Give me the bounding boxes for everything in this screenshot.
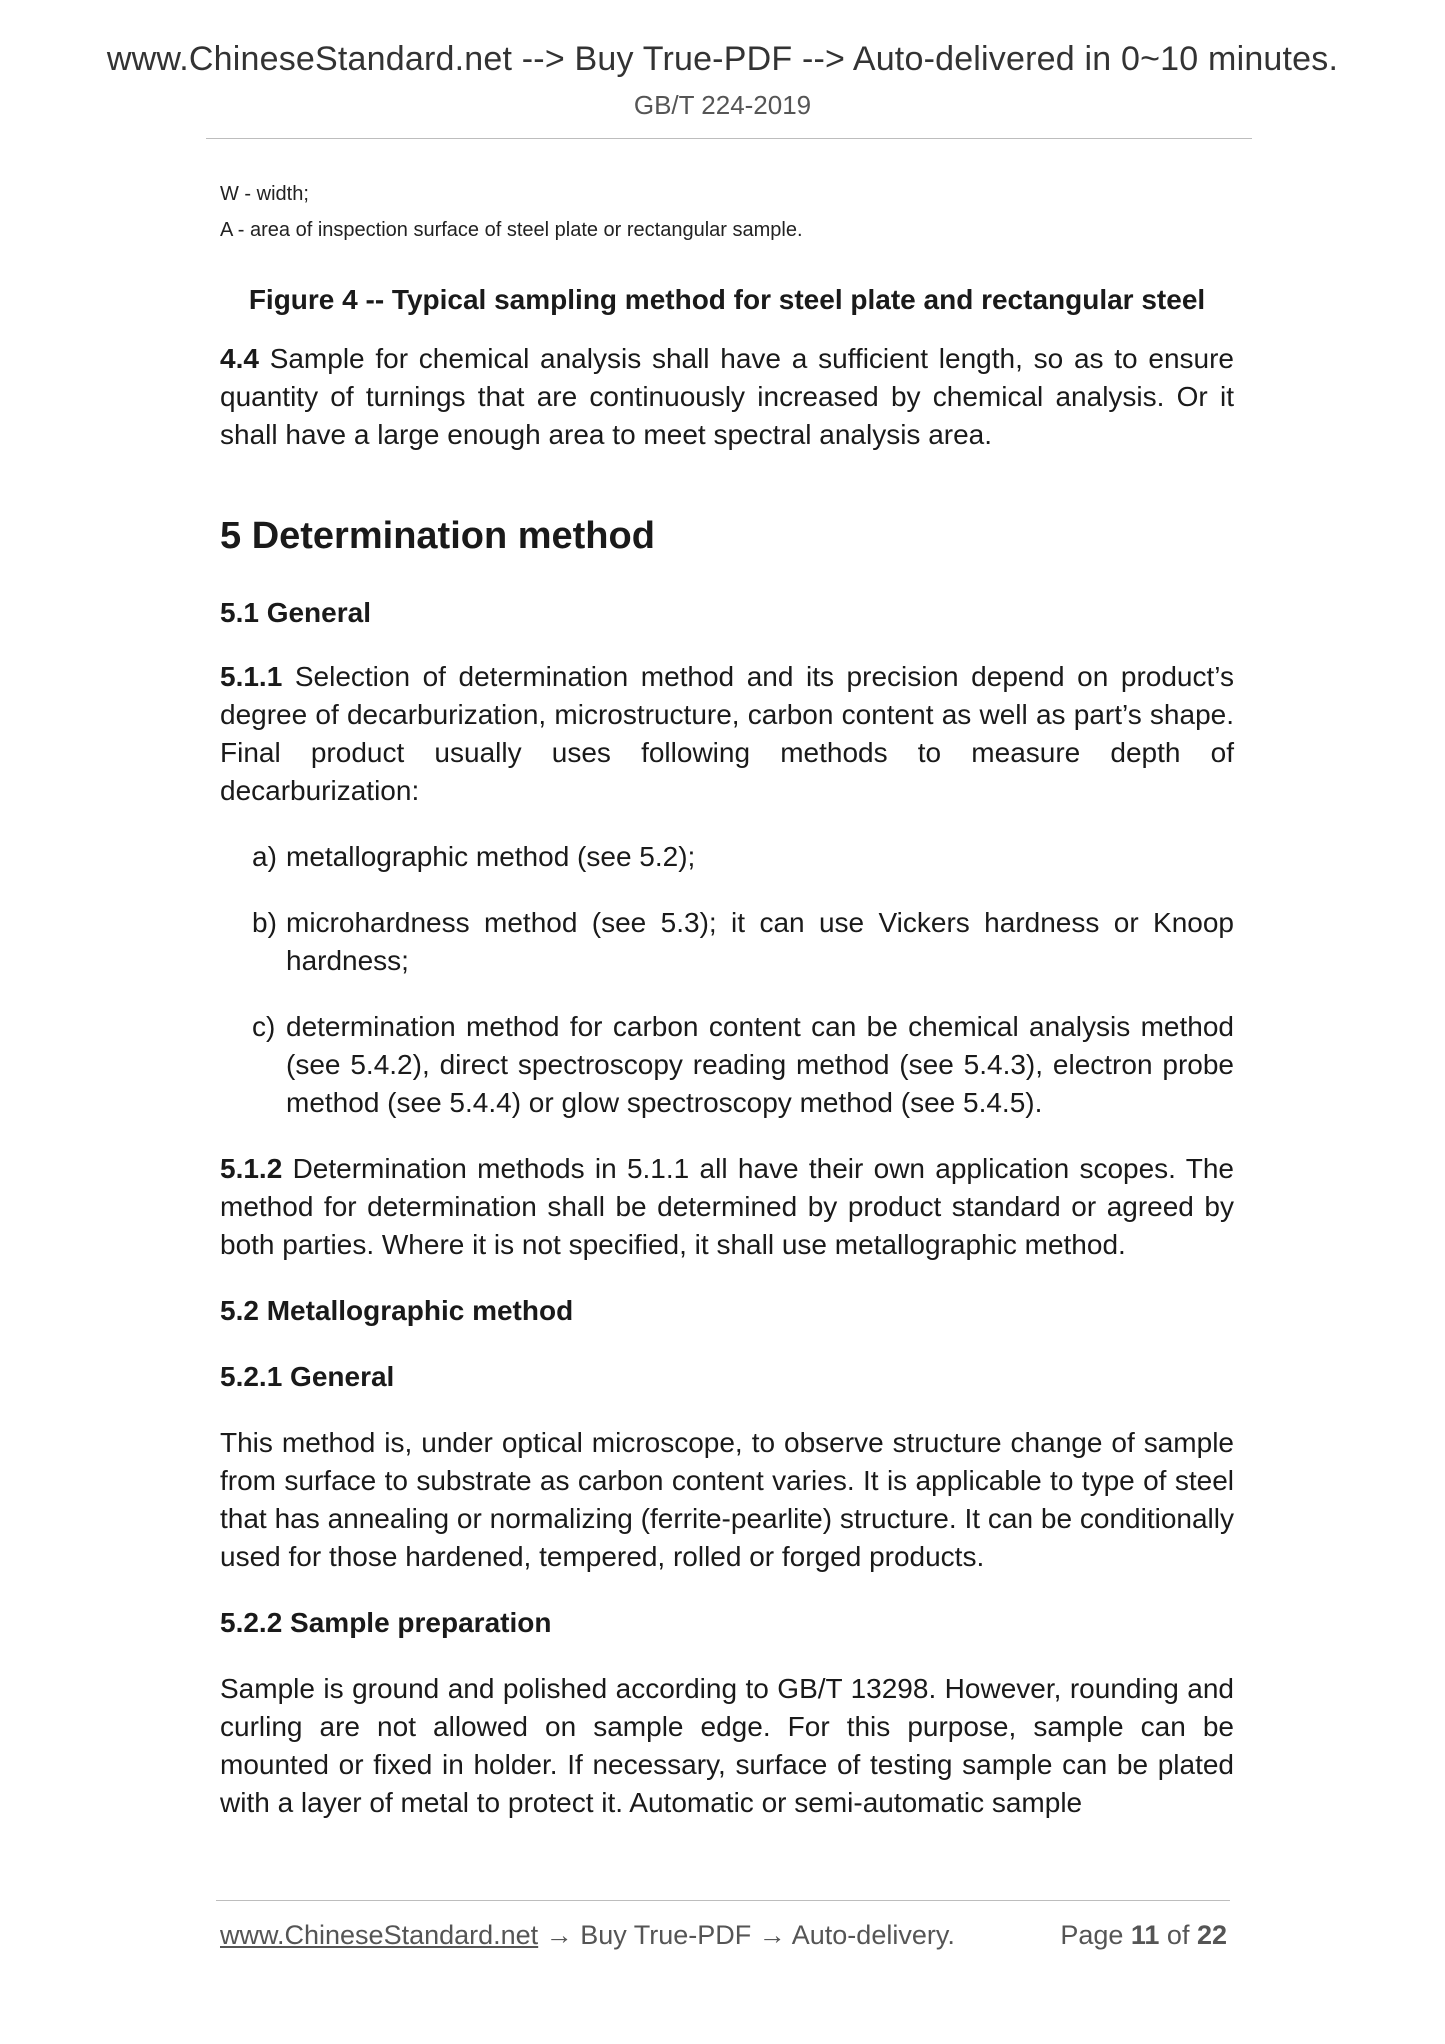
page-content (220, 176, 1234, 1822)
site-link[interactable]: www.ChineseStandard.net (220, 1920, 539, 1950)
legend-area: A - area of inspection surface of steel plate or rectangular sample. (220, 219, 803, 241)
footer-auto: Auto-delivery. (791, 1920, 955, 1950)
list-text: microhardness method (see 5.3); it can use Vickers hardness or Knoop hardness; (286, 907, 1234, 976)
list-marker: a) (252, 841, 277, 872)
arrow-icon: → (751, 1920, 792, 1950)
paragraph: This method is, under optical microscope, to observe structure change of sample from surface to substrate as carbon content varies. It is applicable to type of steel that has annealing or normalizing (ferrite-pearlite) structure. It can be conditionally used for those hardened, tempered, rolled or forged products. (220, 1427, 1234, 1572)
clause-5-1-1 (220, 658, 1234, 810)
list-marker: b) (252, 907, 277, 938)
subsubsection-title: 5.2.1 General (220, 1361, 395, 1392)
list-item (220, 838, 1234, 876)
document-code: GB/T 224-2019 (633, 90, 812, 120)
clause-text: Selection of determination method and its precision depend on product’s degree of decarburization, microstructure, carbon content as well as part’s shape. Final product usually uses following methods to measure depth of decarburization: (220, 661, 1234, 806)
list-text: determination method for carbon content can be chemical analysis method (see 5.4.2), direct spectroscopy reading method (see 5.4.3), electron probe method (see 5.4.4) or glow spectroscopy method (see 5.4.5). (286, 1011, 1234, 1118)
clause-number: 5.1.2 (220, 1153, 283, 1184)
clause-number: 4.4 (220, 343, 259, 374)
header-divider (206, 138, 1252, 139)
list-text: metallographic method (see 5.2); (286, 841, 696, 872)
page-number: 11 (1130, 1920, 1160, 1950)
page-label: Page (1060, 1920, 1131, 1950)
subsection-title: 5.1 General (220, 597, 371, 628)
page-indicator (1060, 1920, 1227, 1951)
list-item (220, 904, 1234, 980)
site-banner: www.ChineseStandard.net --> Buy True-PDF --> Auto-delivered in 0~10 minutes. (106, 40, 1339, 78)
footer-divider (216, 1900, 1230, 1901)
clause-number: 5.1.1 (220, 661, 283, 692)
page-total: 22 (1196, 1920, 1227, 1950)
subsubsection-title: 5.2.2 Sample preparation (220, 1607, 552, 1638)
section-title: 5 Determination method (220, 515, 655, 557)
list-item (220, 1008, 1234, 1122)
footer-links (220, 1920, 955, 1951)
clause-text: Determination methods in 5.1.1 all have their own application scopes. The method for determination shall be determined by product standard or agreed by both parties. Where it is not specified, it shall use metallographic method. (220, 1153, 1234, 1260)
paragraph: Sample is ground and polished according to GB/T 13298. However, rounding and curling are not allowed on sample edge. For this purpose, sample can be mounted or fixed in holder. If necessary, surface of testing sample can be plated with a layer of metal to protect it. Automatic or semi-automatic sample (220, 1673, 1234, 1818)
clause-text: Sample for chemical analysis shall have a sufficient length, so as to ensure quantity of turnings that are continuously increased by chemical analysis. Or it shall have a large enough area to meet spectral analysis area. (220, 343, 1234, 450)
list-marker: c) (252, 1011, 276, 1042)
clause-4-4 (220, 340, 1234, 454)
of-label: of (1159, 1920, 1197, 1950)
subsection-title: 5.2 Metallographic method (220, 1295, 574, 1326)
arrow-icon: → (538, 1920, 581, 1950)
footer-buy: Buy True-PDF (580, 1920, 752, 1950)
legend-width: W - width; (220, 183, 309, 205)
figure-caption: Figure 4 -- Typical sampling method for steel plate and rectangular steel (248, 284, 1206, 315)
clause-5-1-2 (220, 1150, 1234, 1264)
